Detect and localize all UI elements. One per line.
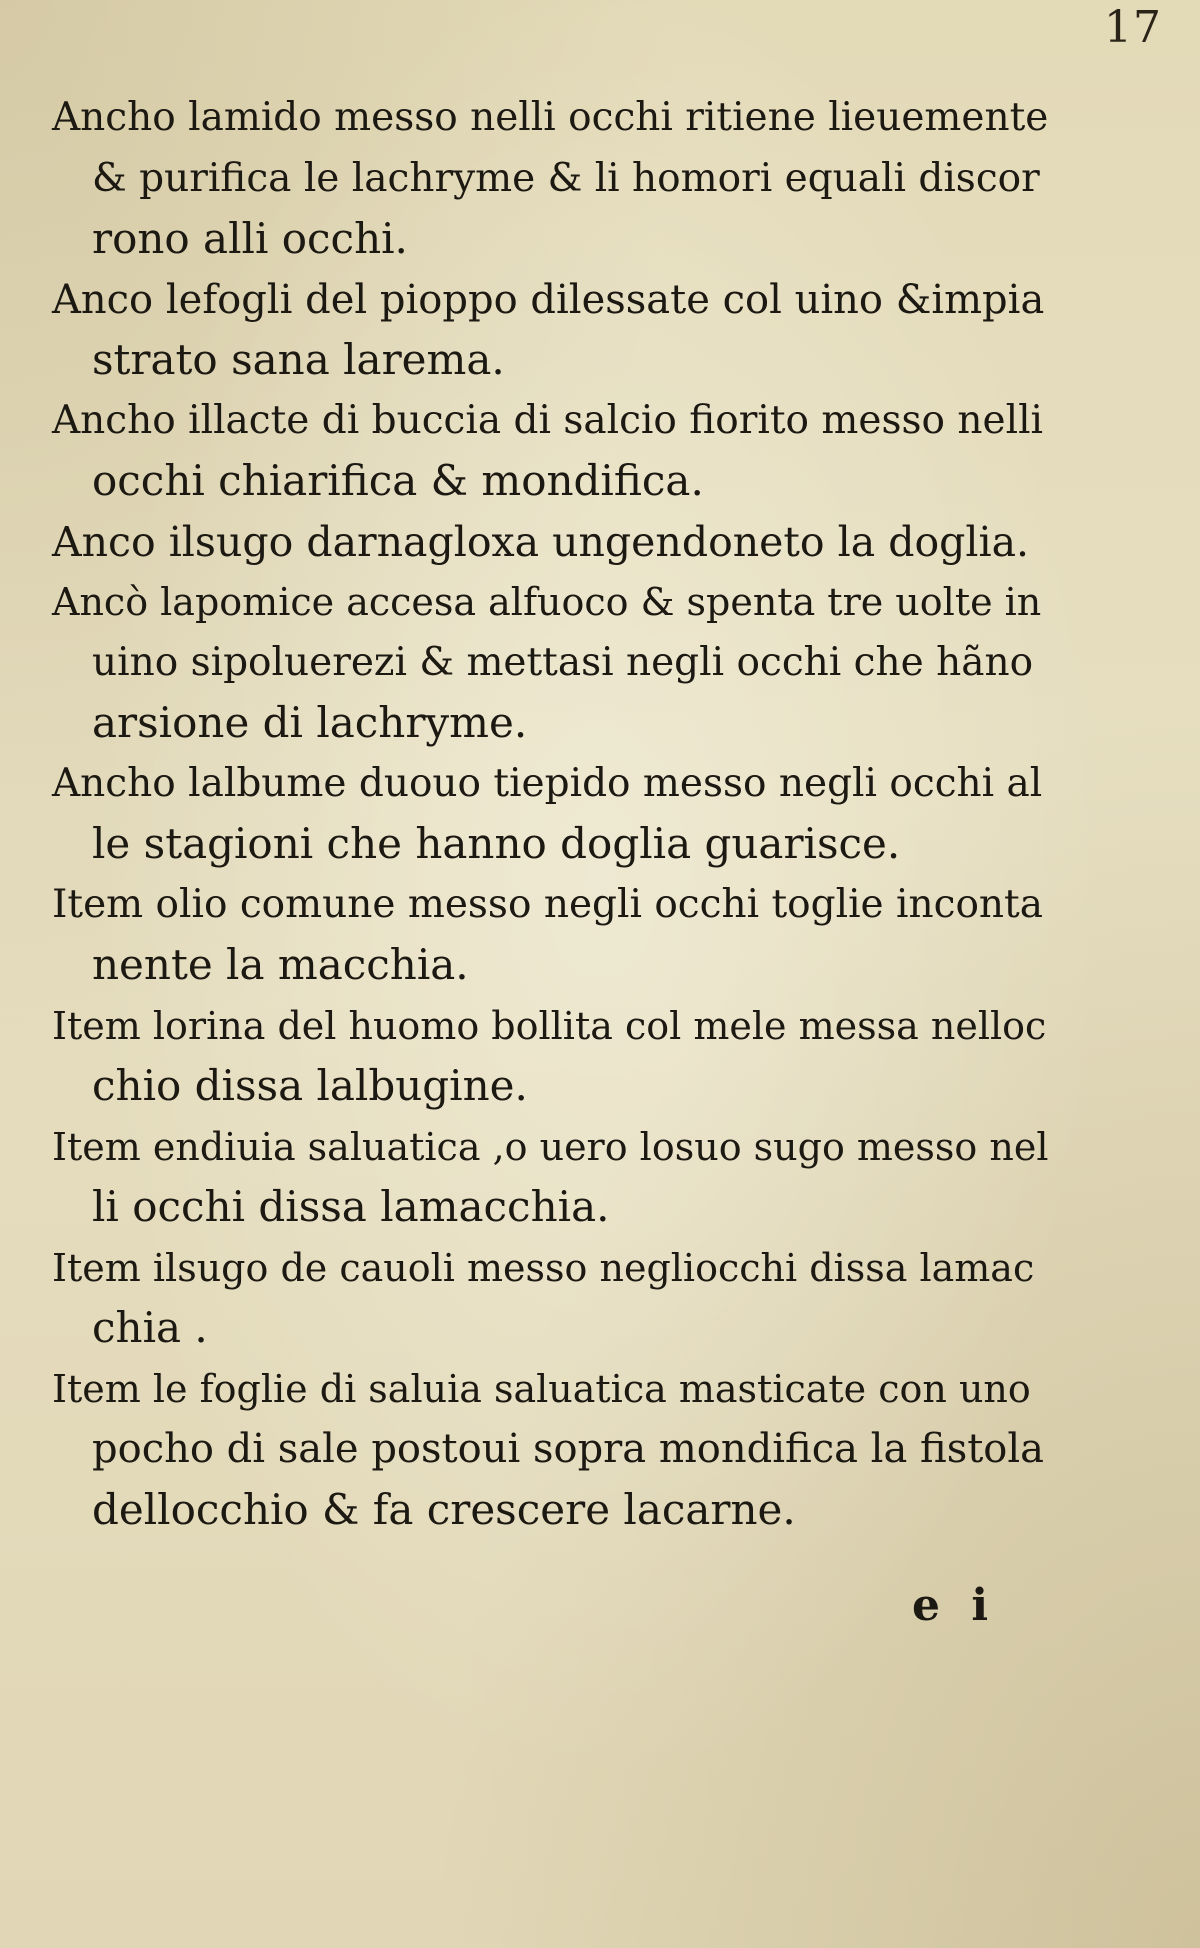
text-line: dellocchio & fa crescere lacarne. bbox=[92, 1484, 796, 1534]
text-line: Item endiuia saluatica ,o uero losuo sugo messo nel bbox=[52, 1124, 1049, 1169]
text-line: chio dissa lalbugine. bbox=[92, 1061, 528, 1110]
text-line: rono alli occhi. bbox=[92, 214, 408, 263]
text-line: Ancò lapomice accesa alfuoco & spenta tre uolte in bbox=[52, 580, 1042, 624]
text-line: pocho di sale postoui sopra mondifica la fistola bbox=[92, 1426, 1045, 1472]
text-line: Item lorina del huomo bollita col mele messa nelloc bbox=[52, 1003, 1047, 1048]
text-line: strato sana larema. bbox=[92, 335, 505, 384]
folio-number: 17 bbox=[1104, 2, 1162, 53]
text-line: nente la macchia. bbox=[92, 940, 469, 989]
text-line: Item le foglie di saluia saluatica masticate con uno bbox=[52, 1366, 1031, 1411]
text-line: occhi chiarifica & mondifica. bbox=[92, 456, 704, 505]
text-line: li occhi dissa lamacchia. bbox=[92, 1182, 610, 1231]
text-line: le stagioni che hanno doglia guarisce. bbox=[92, 819, 901, 868]
text-line: Anco ilsugo darnagloxa ungendoneto la doglia. bbox=[52, 517, 1030, 566]
text-line: uino sipoluerezi & mettasi negli occhi che hãno bbox=[92, 639, 1034, 685]
signature-mark: e i bbox=[912, 1580, 997, 1631]
text-line: chia . bbox=[92, 1303, 208, 1352]
text-line: Ancho illacte di buccia di salcio fiorito messo nelli bbox=[52, 397, 1044, 443]
text-line: Item olio comune messo negli occhi toglie inconta bbox=[52, 881, 1043, 927]
text-line: & purifica le lachryme & li homori equali discor bbox=[92, 155, 1040, 201]
text-line: arsione di lachryme. bbox=[92, 698, 528, 747]
text-line: Ancho lamido messo nelli occhi ritiene lieuemente bbox=[52, 95, 1049, 140]
text-block bbox=[52, 88, 1052, 1540]
text-line: Anco lefogli del pioppo dilessate col uino &impia bbox=[52, 276, 1045, 323]
text-line: Ancho lalbume duouo tiepido messo negli occhi al bbox=[52, 760, 1043, 806]
text-line: Item ilsugo de cauoli messo negliocchi dissa lamac bbox=[52, 1245, 1035, 1290]
